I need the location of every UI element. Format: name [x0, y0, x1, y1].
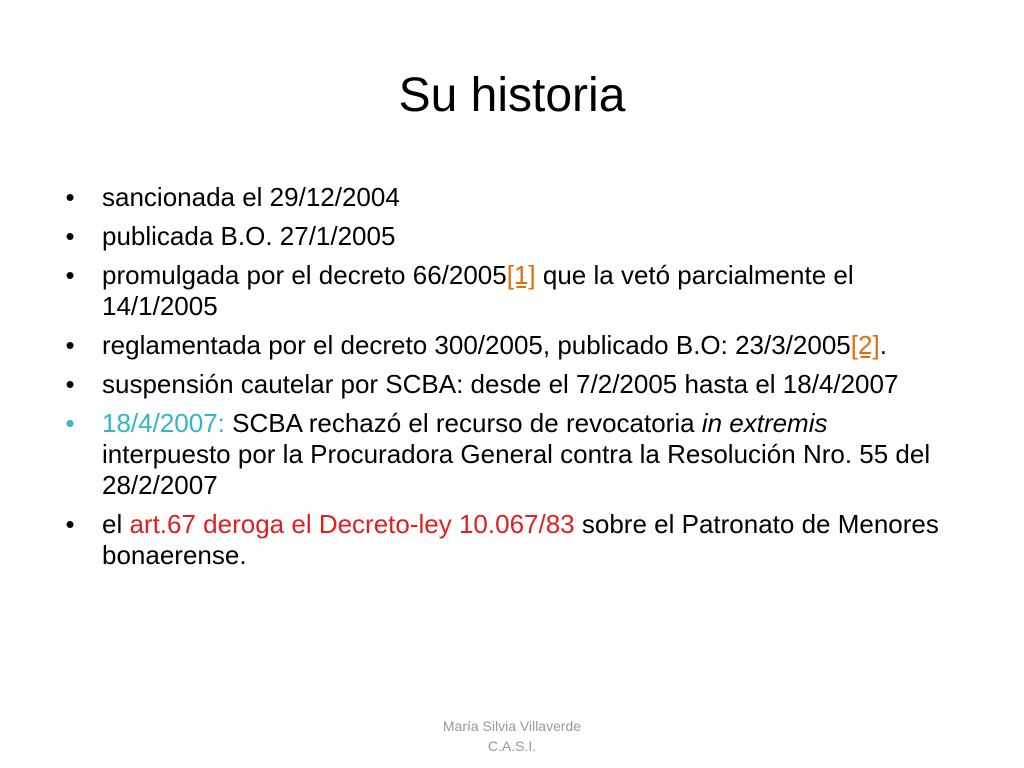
bullet-item: [60, 182, 960, 213]
bullet-dot-icon: •: [65, 408, 75, 438]
bullet-item: [60, 221, 960, 252]
footnote-link[interactable]: [2]: [850, 330, 880, 360]
bullet-list: [60, 182, 960, 579]
bullet-item: [60, 260, 960, 322]
bullet-italic-text: in extremis: [701, 408, 828, 438]
bullet-text: SCBA rechazó el recurso de revocatoria: [224, 408, 702, 438]
bullet-text: .: [879, 330, 887, 360]
slide-footer: [0, 716, 1024, 756]
bullet-text: que la vetó parcialmente el 14/1/2005: [102, 260, 854, 321]
bullet-text: el: [102, 509, 130, 539]
bullet-dot-icon: •: [65, 509, 75, 539]
bullet-text: reglamentada por el decreto 300/2005, publicado B.O: 23/3/2005: [102, 330, 851, 360]
bullet-text: promulgada por el decreto 66/2005: [102, 260, 507, 290]
date-highlight: 18/4/2007:: [102, 408, 225, 438]
bullet-text: interpuesto por la Procuradora General contra la Resolución Nro. 55 del 28/2/2007: [102, 439, 931, 500]
bullet-item: [60, 369, 960, 400]
bullet-dot-icon: •: [65, 260, 75, 290]
slide-title: Su historia: [398, 69, 626, 122]
bullet-dot-icon: •: [65, 330, 75, 360]
bullet-text: publicada B.O. 27/1/2005: [102, 221, 396, 251]
bullet-text: sobre el Patronato de Menores bonaerense.: [102, 509, 939, 570]
bullet-item: [60, 408, 960, 501]
footer-org: C.A.S.I.: [487, 738, 537, 754]
bullet-dot-icon: •: [65, 369, 75, 399]
bullet-text: suspensión cautelar por SCBA: desde el 7/2/2005 hasta el 18/4/2007: [102, 369, 899, 399]
bullet-item: [60, 509, 960, 571]
bullet-text: sancionada el 29/12/2004: [102, 182, 400, 212]
footer-author: María Silvia Villaverde: [442, 718, 582, 734]
bullet-item: [60, 330, 960, 361]
bullet-dot-icon: •: [65, 221, 75, 251]
red-highlight: art.67 deroga el Decreto-ley 10.067/83: [129, 509, 575, 539]
footnote-link[interactable]: [1]: [506, 260, 536, 290]
bullet-dot-icon: •: [65, 182, 75, 212]
